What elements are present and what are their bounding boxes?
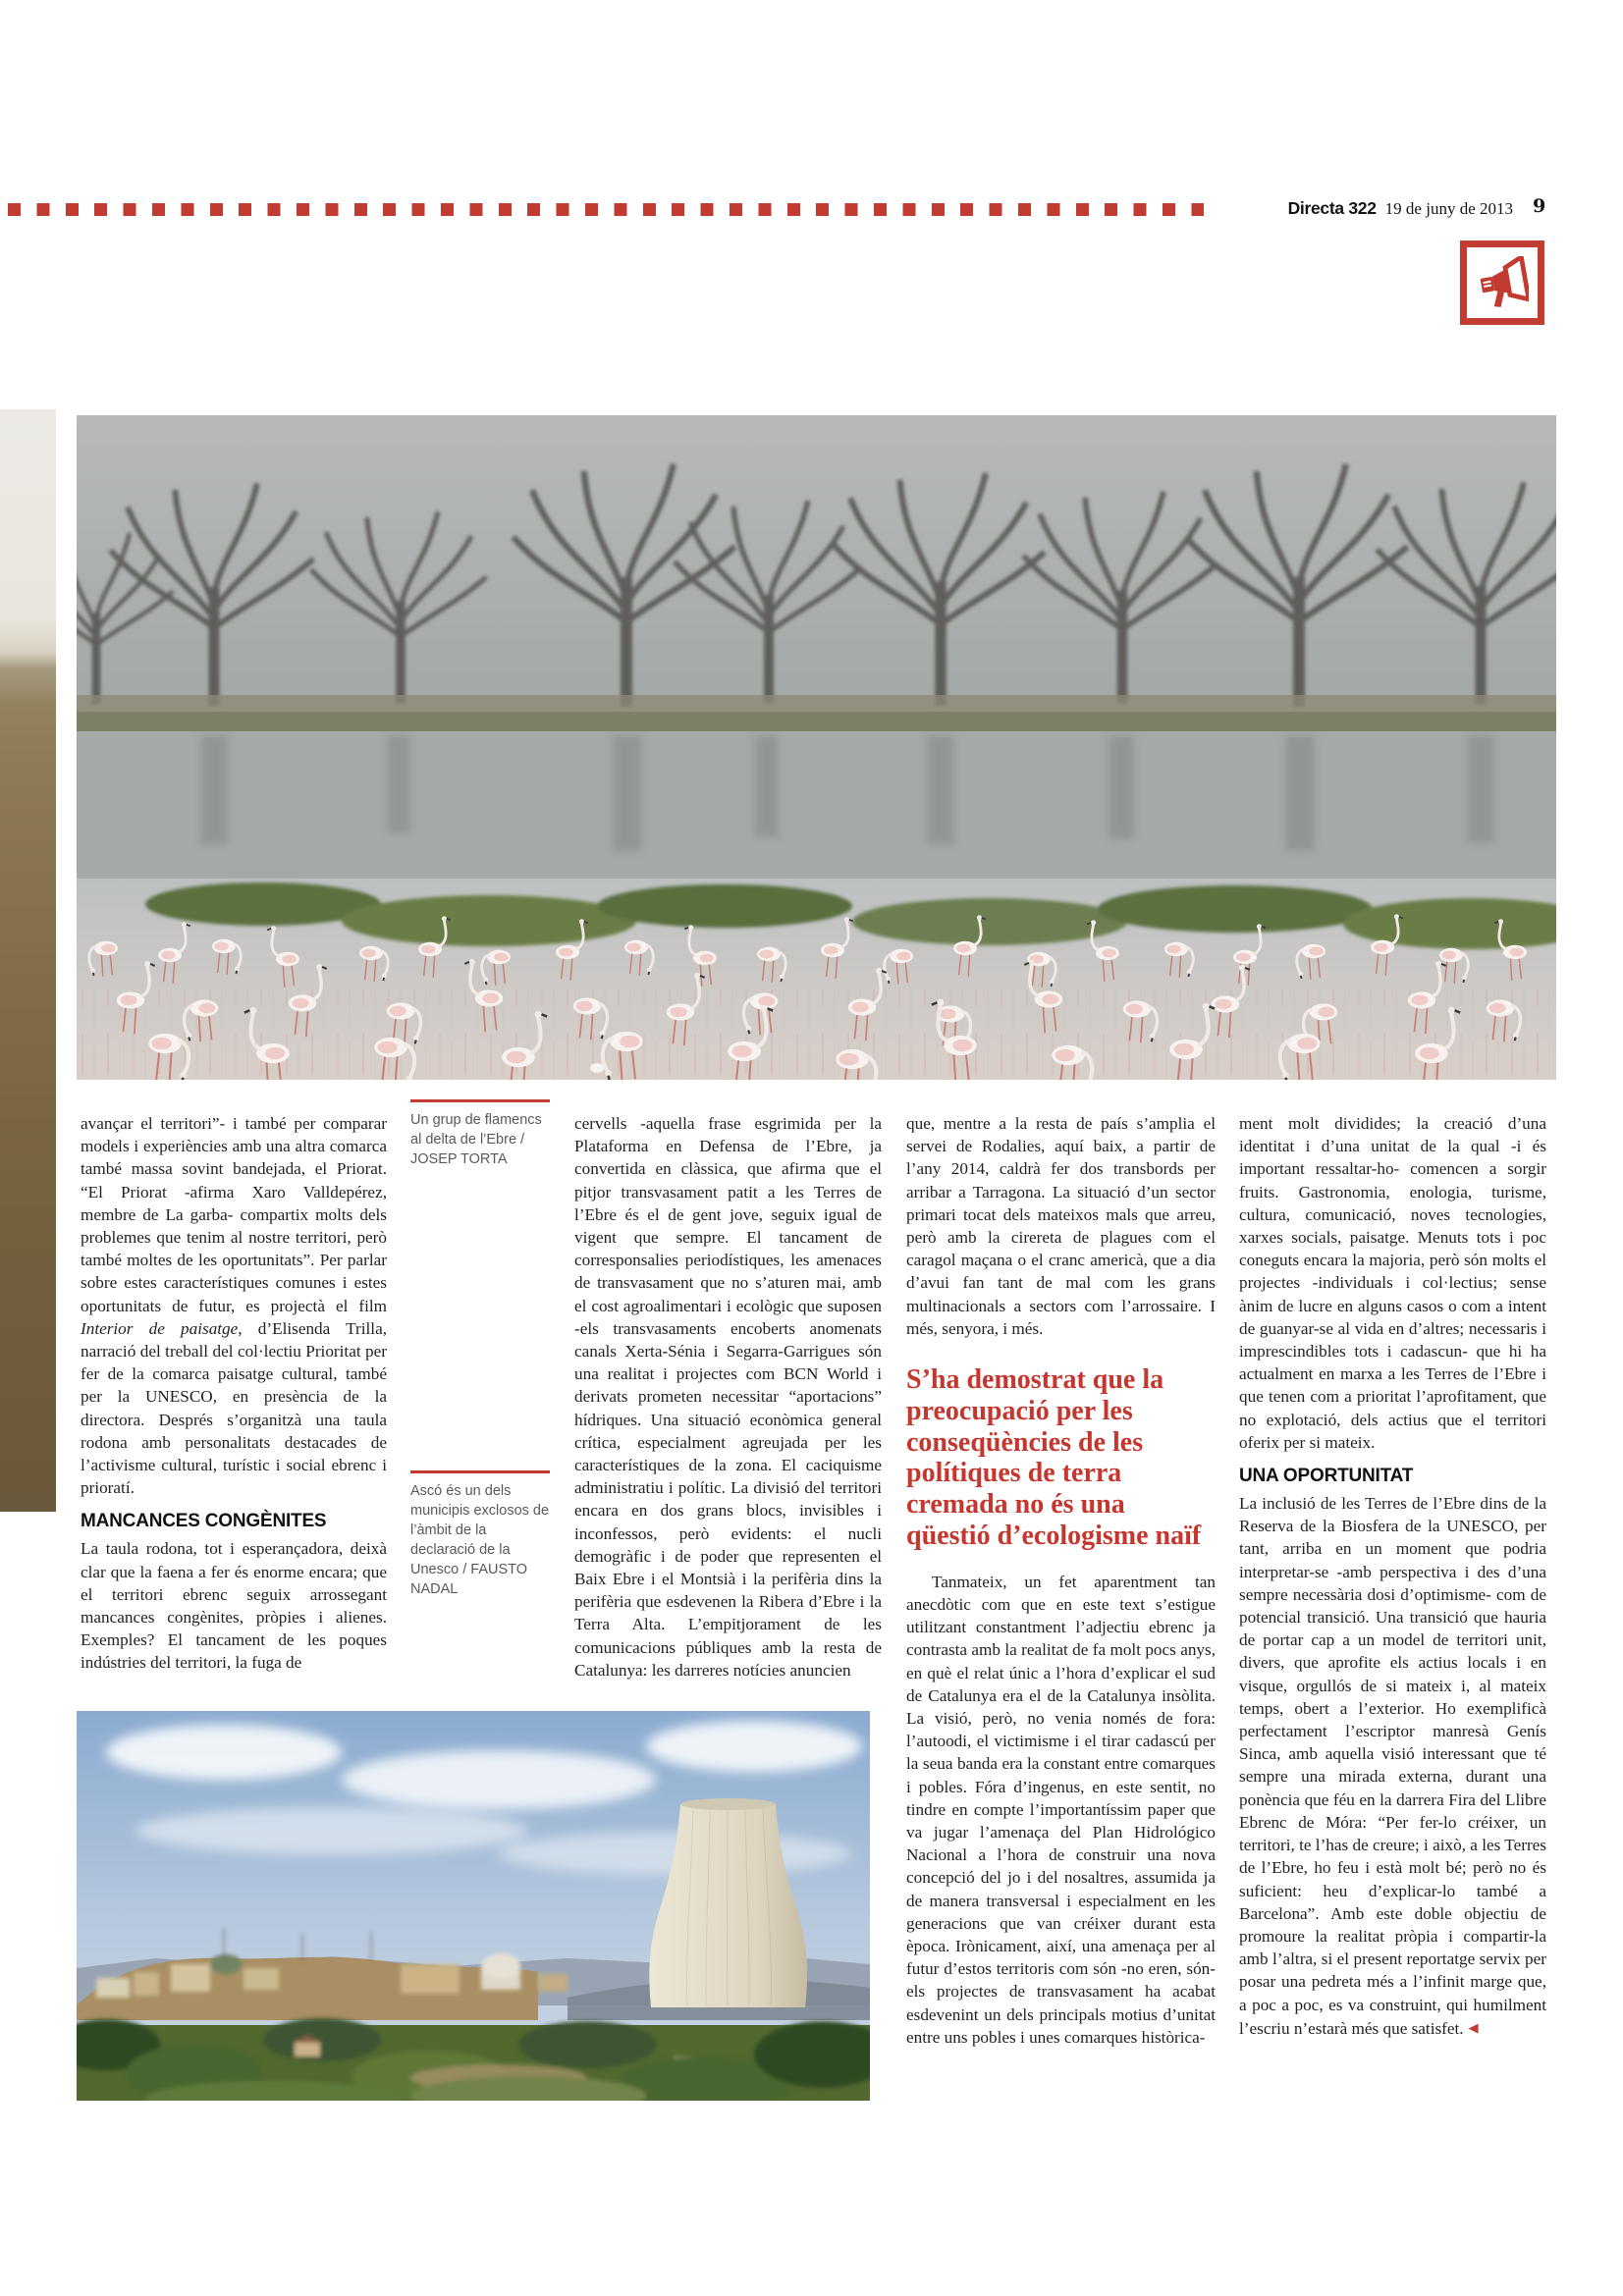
caption-body: Un grup de flamencs al delta de l’Ebre / — [410, 1112, 542, 1148]
paragraph: cervells -aquella frase esgrimida per la Plataforma en Defensa de l’Ebre, ja convertida en clàssica, que afirma que el pitjor transvasament patit a les Terres de l’Ebre és el de gent jove, seguix igual de vigent que sempre. El tancament de corresponsalies periodístiques, les amenaces de transvasament que no s’aturen mai, amb el cost agroalimentari i ecològic que suposen -els transvasaments encoberts anomenats canals Xerta-Sénia i Segarra-Garrigues són una realitat i projectes com BCN World i derivats prometen necessitar “aportacions” hídriques. Una situació econòmica general crítica, especialment agreujada per les característiques de la zona. El caciquisme administratiu i polític. La divisió del territori encara en dos grans blocs, invisibles i inconfessos, però evidents: el nucli demogràfic i de poder que representen el Baix Ebre i el Montsià i la perifèria dins la perifèria que esdevenen la Ribera d’Ebre i la Terra Alta. L’empitjorament de les comunicacions públiques amb la resta de Catalunya: les darreres notícies anuncien — [574, 1114, 882, 1680]
caption-text — [410, 1110, 550, 1169]
paragraph: La taula rodona, tot i esperançadora, deixà clar que la faena a fer és enorme encara; que el territori ebrenc seguix arrossegant mancances congènites, pròpies i alienes. Exemples? El tancament de les poques indústries del territori, la fuga de — [81, 1539, 387, 1673]
dotted-rule — [8, 203, 1204, 216]
paragraph — [1239, 1492, 1546, 2040]
small-white-bird — [590, 1063, 604, 1073]
megaphone-glyph — [1476, 256, 1529, 309]
masthead: Directa 322 — [1287, 198, 1377, 218]
article-column-4 — [1239, 1112, 1546, 2133]
paragraph-text: , d’Elisenda Trilla, narració del treball del col·lectiu Prioritat per fer de la comarca paisatge cultural, també per la UNESCO, en presència de la directora. Després s’organitzà una taula rodona amb personalitats destacades de l’activisme cultural, turístic i social ebrenc i prioratí. — [81, 1318, 387, 1498]
flamingos-illustration — [77, 415, 1556, 1080]
issue-date: 19 de juny de 2013 — [1384, 199, 1513, 218]
header-meta — [1288, 198, 1513, 219]
photo-credit: FAUSTO NADAL — [410, 1562, 528, 1597]
page-number: 9 — [1533, 195, 1546, 217]
paragraph-text: avançar el territori”- i també per comparar models i experiències amb una altra comarca també massa sovint bandejada, el Priorat. “El Priorat -afirma Xaro Valldepérez, membre de La garba- compartix molts dels problemes que tenim al nostre territori, però també moltes de les oportunitats”. Per parlar sobre estes característiques comunes i estes oportunitats de futur, es projectà el film — [81, 1114, 387, 1315]
caption-body: Ascó és un dels municipis exclosos de l’àmbit de la declaració de la Unesco / — [410, 1483, 550, 1577]
page-edge-photo-strip — [0, 409, 56, 1512]
flamingos-photo — [77, 415, 1556, 1080]
photo-credit: JOSEP TORTA — [410, 1151, 508, 1167]
end-of-article-icon: ◀ — [1468, 2019, 1479, 2035]
paragraph: que, mentre a la resta de país s’amplia el servei de Rodalies, aquí baix, a partir de l’any 2014, caldrà fer dos transbords per arribar a Tarragona. La situació d’un sector primari tocat dels mateixos mals que arreu, però amb la cirereta de plagues com el caragol maçana o el cranc americà, que a dia d’avui fan tant de mal com les grans multinacionals a sectors com l’arrossaire. I més, senyora, i més. — [906, 1114, 1216, 1338]
asco-illustration — [77, 1711, 870, 2101]
film-title-italic: Interior de paisatge — [81, 1318, 239, 1338]
article-column-3 — [906, 1112, 1216, 2104]
article-column-1 — [81, 1112, 387, 1707]
paragraph-text: La inclusió de les Terres de l’Ebre dins de la Reserva de la Biosfera de la UNESCO, per tant, arriba en un moment que podria interpretar-se -amb perspectiva i des d’una sempre necessària dosi d’optimisme- com de potencial transició. Una transició que hauria de portar cap a un model de territori unit, divers, que aprofite els actius locals i en visque, orgullós de si mateix i, al mateix temps, obert a l’exterior. Ho exemplificà perfectament l’escriptor manresà Genís Sinca, amb aquella visió interessant que té sempre una mirada externa, durant una ponència que féu en la darrera Fira del Llibre Ebrenc de Móra: “Per fer-lo créixer, un territori, te l’has de creure; i això, a les Terres de l’Ebre, ho feu i està molt bé; però no és suficient: heu d’explicar-lo també a Barcelona”. Amb este doble objectiu de promoure la realitat pròpia i compartir-la amb l’altra, si el present reportatge servix per posar una pedreta més a l’infinit marge que, a poc a poc, es va construint, qui humilment l’escriu n’estarà més que satisfet. — [1239, 1494, 1546, 2038]
megaphone-icon — [1460, 240, 1544, 325]
pull-quote: S’ha demostrat que la preocupació per les conseqüències de les polítiques de terra cremada no és una qüestió d’ecologisme naïf — [906, 1364, 1202, 1552]
caption-rule — [410, 1470, 550, 1473]
caption-text — [410, 1481, 550, 1599]
caption-flamingos — [410, 1099, 550, 1169]
paragraph: Tanmateix, un fet aparentment tan anecdòtic com que en este text s’estigue utilitzant constantment l’adjectiu ebrenc ja contrasta amb la realitat de fa molt pocs anys, en què el relat únic a l’hora d’explicar el sud de Catalunya era el de la Catalunya insòlita. La visió, però, no venia només de fora: l’autoodi, el victimisme i el tirar cadascú per la seua banda era la constant entre comarques i pobles. Fóra d’ingenus, en este sentit, no tindre en compte l’importantíssim paper que va jugar l’amenaça del Plan Hidrológico Nacional a l’hora de construir una nova concepció del jo i del nosaltres, assumida ja de manera transversal i especialment en les generacions que van créixer durant esta època. Irònicament, així, una amenaça per al futur d’estos territoris com són -no eren, són- els projectes de transvasament ha acabat esdevenint un dels principals motius d’unitat entre uns pobles i unes comarques històrica- — [906, 1572, 1216, 2047]
paragraph: ment molt dividides; la creació d’una identitat i d’una unitat de la qual -i és important ressaltar-ho- comencen a sorgir fruits. Gastronomia, enologia, turisme, cultura, comunicació, noves tecnologies, xarxes socials, paisatge. Menuts tots i poc coneguts encara la majoria, però són molts el projectes -individuals i col·lectius; sense ànim de lucre en alguns casos o com a intent de guanyar-se al vida en d’altres; necessaris i imprescindibles tots i cadascun- que hi ha actualment en marxa a les Terres de l’Ebre i que tenen com a prioritat l’aprofitament, que no explotació, dels actius que el territori oferix per si mateix. — [1239, 1114, 1546, 1452]
asco-photo — [77, 1711, 870, 2101]
section-heading-oportunitat: UNA OPORTUNITAT — [1239, 1466, 1414, 1487]
caption-rule — [410, 1099, 550, 1102]
article-column-2 — [574, 1112, 882, 1707]
paragraph — [81, 1112, 387, 1499]
section-heading-mancances: MANCANCES CONGÈNITES — [81, 1511, 327, 1532]
caption-asco — [410, 1470, 550, 1599]
